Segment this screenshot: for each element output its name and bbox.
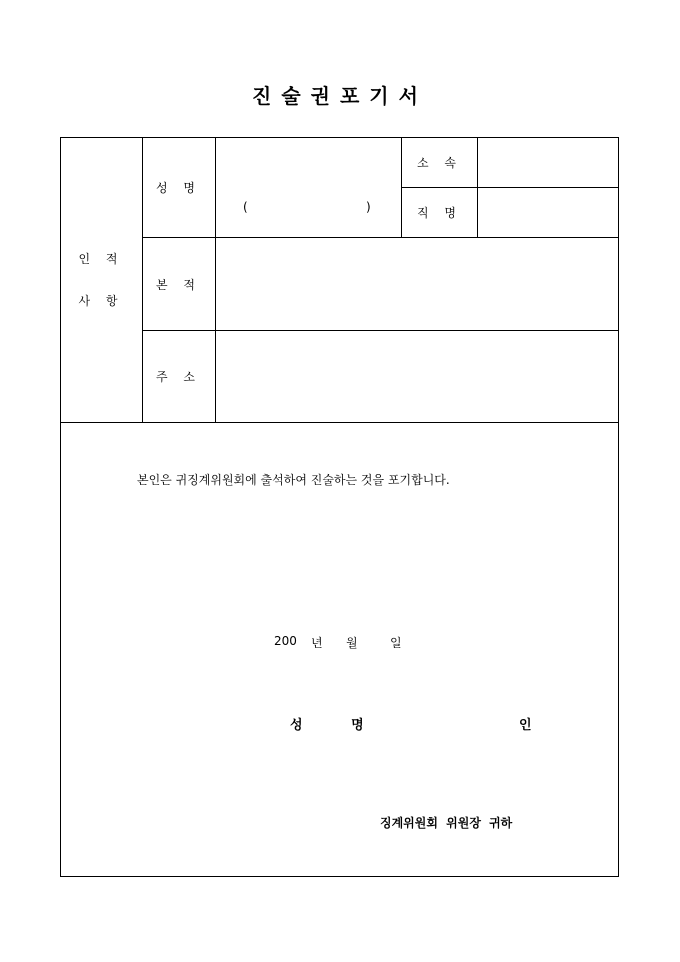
affiliation-label: 소 속 — [417, 156, 462, 170]
address-field[interactable] — [216, 331, 618, 422]
date-day-unit: 일 — [390, 636, 402, 650]
address-label: 주 소 — [156, 370, 201, 384]
date-year: 200 — [274, 634, 297, 648]
registered-domicile-label: 본 적 — [156, 277, 201, 292]
date-year-unit: 년 — [311, 636, 323, 650]
position-field[interactable] — [478, 188, 618, 237]
waiver-statement: 본인은 귀징계위원회에 출석하여 진술하는 것을 포기합니다. — [137, 473, 450, 487]
seal-mark: 인 — [519, 718, 532, 733]
addressee: 징계위원회 위원장 귀하 — [380, 816, 513, 830]
document-title: 진술권포기서 — [252, 84, 428, 108]
name-label: 성 명 — [156, 181, 201, 195]
personal-info-label-line2: 사 항 — [78, 293, 124, 308]
name-field[interactable] — [216, 138, 401, 237]
affiliation-field[interactable] — [478, 138, 618, 187]
date-month-unit: 월 — [346, 636, 358, 650]
name-paren-open: ( — [243, 200, 248, 214]
personal-info-label-line1: 인 적 — [78, 251, 124, 266]
registered-domicile-field[interactable] — [216, 238, 618, 330]
name-paren-close: ) — [366, 200, 371, 214]
position-label: 직 명 — [417, 206, 462, 220]
signature-name-label: 성 명 — [290, 718, 386, 733]
